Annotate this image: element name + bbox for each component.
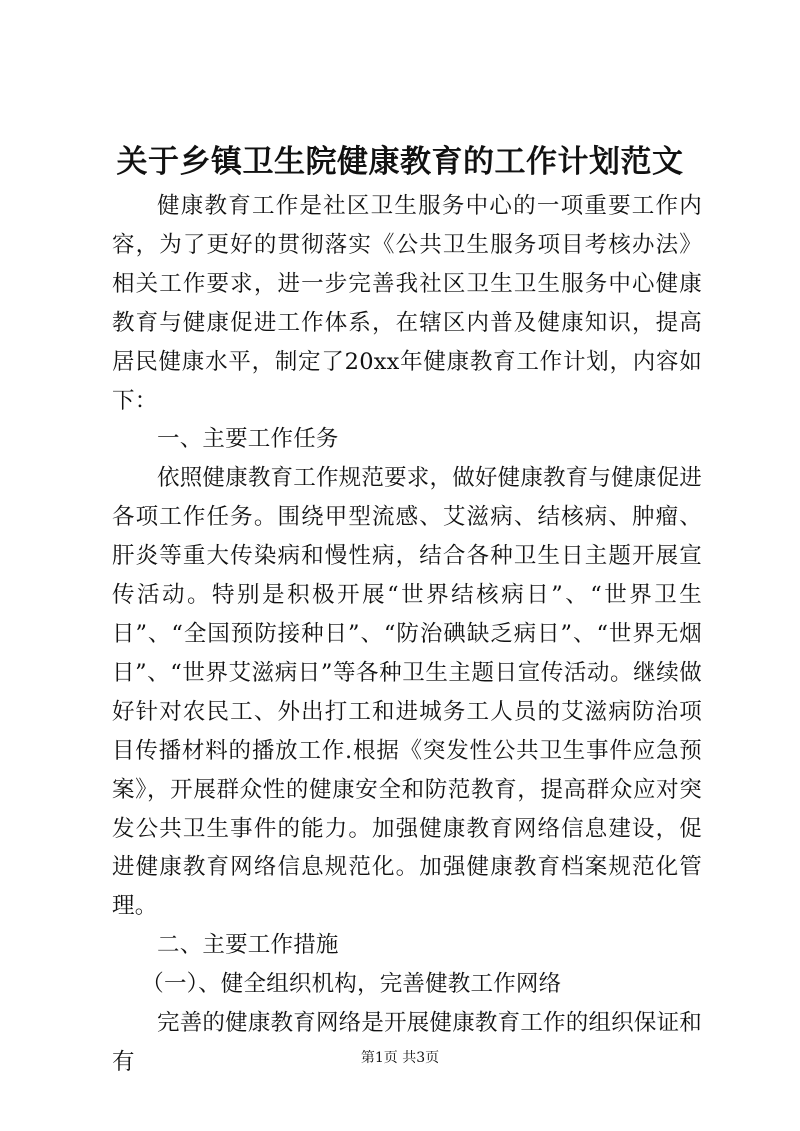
document-body — [112, 187, 702, 1082]
subsection-heading-organization: （一）、健全组织机构，完善健教工作网络 — [141, 971, 562, 998]
tasks-paragraph: 依照健康教育工作规范要求，做好健康教育与健康促进各项工作任务。围绕甲型流感、艾滋病、结核病、肿瘤、肝炎等重大传染病和慢性病，结合各种卫生日主题开展宣传活动。特别是积极开展“世界结核病日”、“世界卫生日”、“全国预防接种日”、“防治碘缺乏病日”、“世界无烟日”、“世界艾滋病日”等各种卫生主题日宣传活动。继续做好针对农民工、外出打工和进城务工人员的艾滋病防治项目传播材料的播放工作.根据《突发性公共卫生事件应急预案》，开展群众性的健康安全和防范教育，提高群众应对突发公共卫生事件的能力。加强健康教育网络信息建设，促进健康教育网络信息规范化。加强健康教育档案规范化管理。 — [112, 465, 702, 920]
intro-paragraph: 健康教育工作是社区卫生服务中心的一项重要工作内容，为了更好的贯彻落实《公共卫生服务项目考核办法》相关工作要求，进一步完善我社区卫生卫生服务中心健康教育与健康促进工作体系，在辖区内普及健康知识，提高居民健康水平，制定了20xx年健康教育工作计划，内容如下： — [112, 193, 702, 414]
document-title: 关于乡镇卫生院健康教育的工作计划范文 — [116, 144, 684, 180]
section-heading-tasks: 一、主要工作任务 — [157, 426, 339, 453]
section-heading-measures: 二、主要工作措施 — [157, 932, 339, 959]
measures-paragraph: 完善的健康教育网络是开展健康教育工作的组织保证和有 — [112, 1010, 702, 1075]
page-number: 第1页 共3页 — [360, 1050, 440, 1066]
